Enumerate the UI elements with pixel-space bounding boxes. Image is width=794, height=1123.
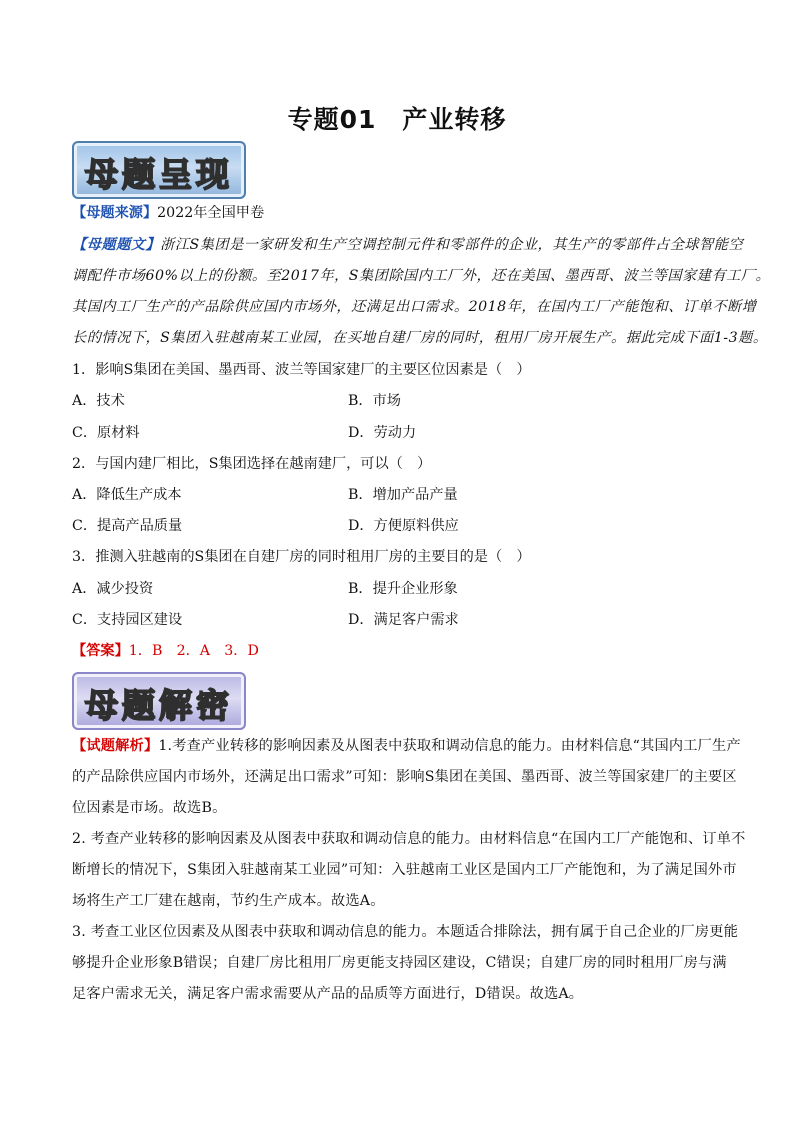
analysis-line-4: 2. 考查产业转移的影响因素及从图表中获取和调动信息的能力。由材料信息“在国内工厂产能饱和、订单不 (72, 831, 746, 847)
q2-option-d: D．方便原料供应 (348, 518, 459, 534)
q1-option-b: B．市场 (348, 393, 401, 409)
analysis-line-8: 够提升企业形象B错误；自建厂房比租用厂房更能支持园区建设，C错误；自建厂房的同时租用厂房与满 (72, 955, 727, 971)
banner-text: 母题呈现 (85, 155, 233, 194)
analysis-line-7: 3. 考查工业区位因素及从图表中获取和调动信息的能力。本题适合排除法，拥有属于自己企业的厂房更能 (72, 924, 739, 940)
source-text: 2022年全国甲卷 (157, 205, 265, 221)
passage-line-2: 调配件市场60%以上的份额。至2017年，S集团除国内工厂外，还在美国、墨西哥、波兰等国家建有工厂。 (72, 268, 771, 284)
banner-text: 母题解密 (85, 686, 233, 725)
section-banner-analysis (72, 672, 246, 730)
q3-option-b: B．提升企业形象 (348, 581, 458, 597)
q2-option-b: B．增加产品产量 (348, 487, 458, 503)
q1-option-c: C．原材料 (72, 425, 140, 441)
passage-line-3: 其国内工厂生产的产品除供应国内市场外，还满足出口需求。2018年，在国内工厂产能饱和、订单不断增 (72, 299, 757, 315)
passage-line-4: 长的情况下，S集团入驻越南某工业园，在买地自建厂房的同时，租用厂房开展生产。据此完成下面1-3题。 (72, 330, 768, 346)
page-title: 专题01 产业转移 (287, 105, 507, 134)
q3-option-d: D．满足客户需求 (348, 612, 459, 628)
section-banner-presentation (72, 141, 246, 199)
question-3-stem: 3．推测入驻越南的S集团在自建厂房的同时租用厂房的主要目的是（ ） (72, 549, 531, 565)
answer-tag: 【答案】 (72, 643, 129, 659)
analysis-tag: 【试题解析】 (72, 738, 159, 754)
source-line (72, 203, 724, 223)
question-1-stem: 1．影响S集团在美国、墨西哥、波兰等国家建厂的主要区位因素是（ ） (72, 362, 531, 378)
q1-option-d: D．劳动力 (348, 425, 417, 441)
analysis-line-6: 场将生产工厂建在越南，节约生产成本。故选A。 (72, 893, 385, 909)
analysis-line-2: 的产品除供应国内市场外，还满足出口需求”可知：影响S集团在美国、墨西哥、波兰等国家建厂的主要区 (72, 769, 737, 785)
q3-option-c: C．支持园区建设 (72, 612, 183, 628)
analysis-text: 1.考查产业转移的影响因素及从图表中获取和调动信息的能力。由材料信息“其国内工厂生产 (158, 738, 741, 754)
passage-tag: 【母题题文】 (72, 237, 161, 253)
analysis-line-1 (72, 736, 741, 756)
q2-option-a: A．降低生产成本 (72, 487, 182, 503)
q3-option-a: A．减少投资 (72, 581, 154, 597)
source-tag: 【母题来源】 (72, 205, 158, 221)
passage-line-1 (72, 235, 744, 255)
q2-option-c: C．提高产品质量 (72, 518, 183, 534)
analysis-line-9: 足客户需求无关，满足客户需求需要从产品的品质等方面进行，D错误。故选A。 (72, 986, 584, 1002)
analysis-line-5: 断增长的情况下，S集团入驻越南某工业园”可知：入驻越南工业区是国内工厂产能饱和，为了满足国外市 (72, 862, 737, 878)
answer-line (72, 641, 724, 661)
answer-text: 1．B 2．A 3．D (128, 643, 259, 659)
q1-option-a: A．技术 (72, 393, 125, 409)
passage-text: 浙江S集团是一家研发和生产空调控制元件和零部件的企业，其生产的零部件占全球智能空 (160, 237, 744, 253)
question-2-stem: 2．与国内建厂相比，S集团选择在越南建厂，可以（ ） (72, 456, 432, 472)
analysis-line-3: 位因素是市场。故选B。 (72, 800, 227, 816)
